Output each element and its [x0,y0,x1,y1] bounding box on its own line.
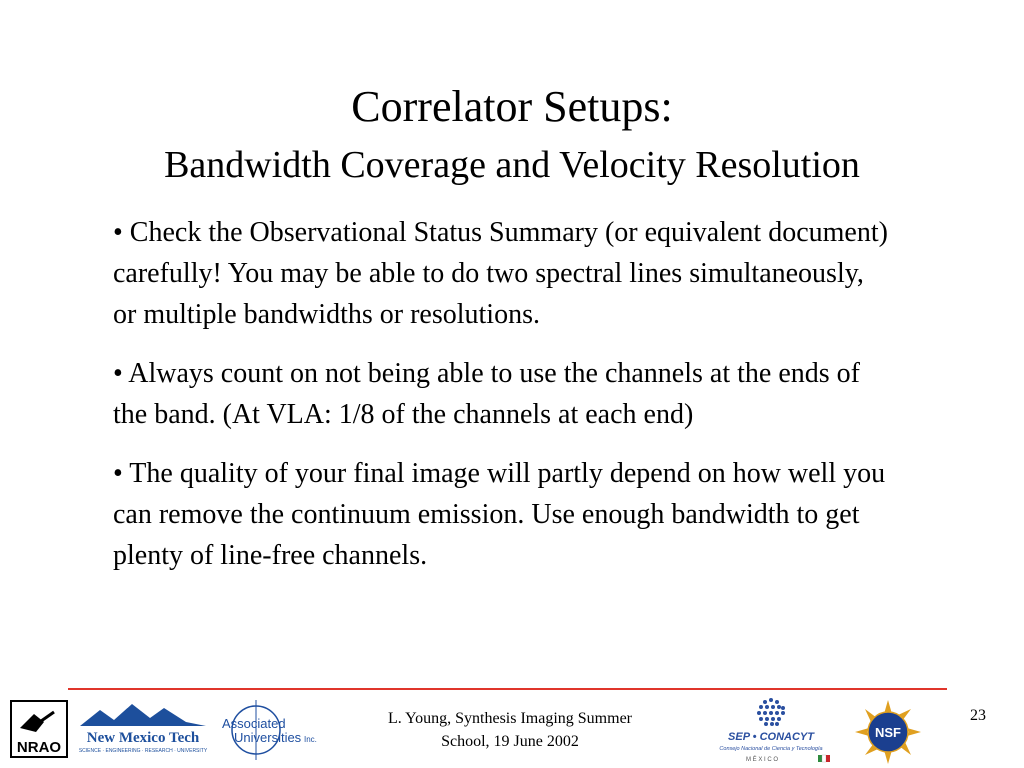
page-number: 23 [970,707,986,724]
nrao-text: NRAO [16,739,62,756]
aui-logo [220,698,324,760]
nrao-logo [10,700,68,758]
slide-title: Correlator Setups: [351,82,673,131]
bullet-item: • The quality of your final image will partly depend on how well you can remove the continuum emission. Use enough bandwidth to get plenty of line-free channels. [113,458,886,571]
aui-line2: Universities [234,730,302,745]
aui-suffix: Inc. [304,735,317,744]
conacyt-subtitle: Consejo Nacional de Ciencia y Tecnología [719,746,823,752]
footer-divider [68,688,947,690]
bullet-item: • Always count on not being able to use the channels at the ends of the band. (At VLA: 1/8 of the channels at each end) [113,358,860,430]
footer-citation [340,707,680,753]
nsf-text: NSF [875,725,901,740]
aui-line1: Associated [222,716,286,731]
bullet-item: • Check the Observational Status Summary (or equivalent document) carefully! You may be able to do two spectral lines simultaneously, or multiple bandwidths or resolutions. [113,217,888,330]
conacyt-mexico: M É X I C O [745,757,779,763]
slide-subtitle: Bandwidth Coverage and Velocity Resolution [164,144,860,186]
nmt-name: New Mexico Tech [86,730,200,746]
footer-line-1: L. Young, Synthesis Imaging Summer [387,710,632,727]
footer-line-2: School, 19 June 2002 [441,733,579,750]
nsf-logo [855,700,921,764]
nmt-tagline: SCIENCE · ENGINEERING · RESEARCH · UNIVERSITY [78,748,208,754]
new-mexico-tech-logo [78,700,208,756]
sep-conacyt-logo [706,694,836,764]
conacyt-name: SEP • CONACYT [728,731,814,743]
bullet-list [113,212,893,594]
